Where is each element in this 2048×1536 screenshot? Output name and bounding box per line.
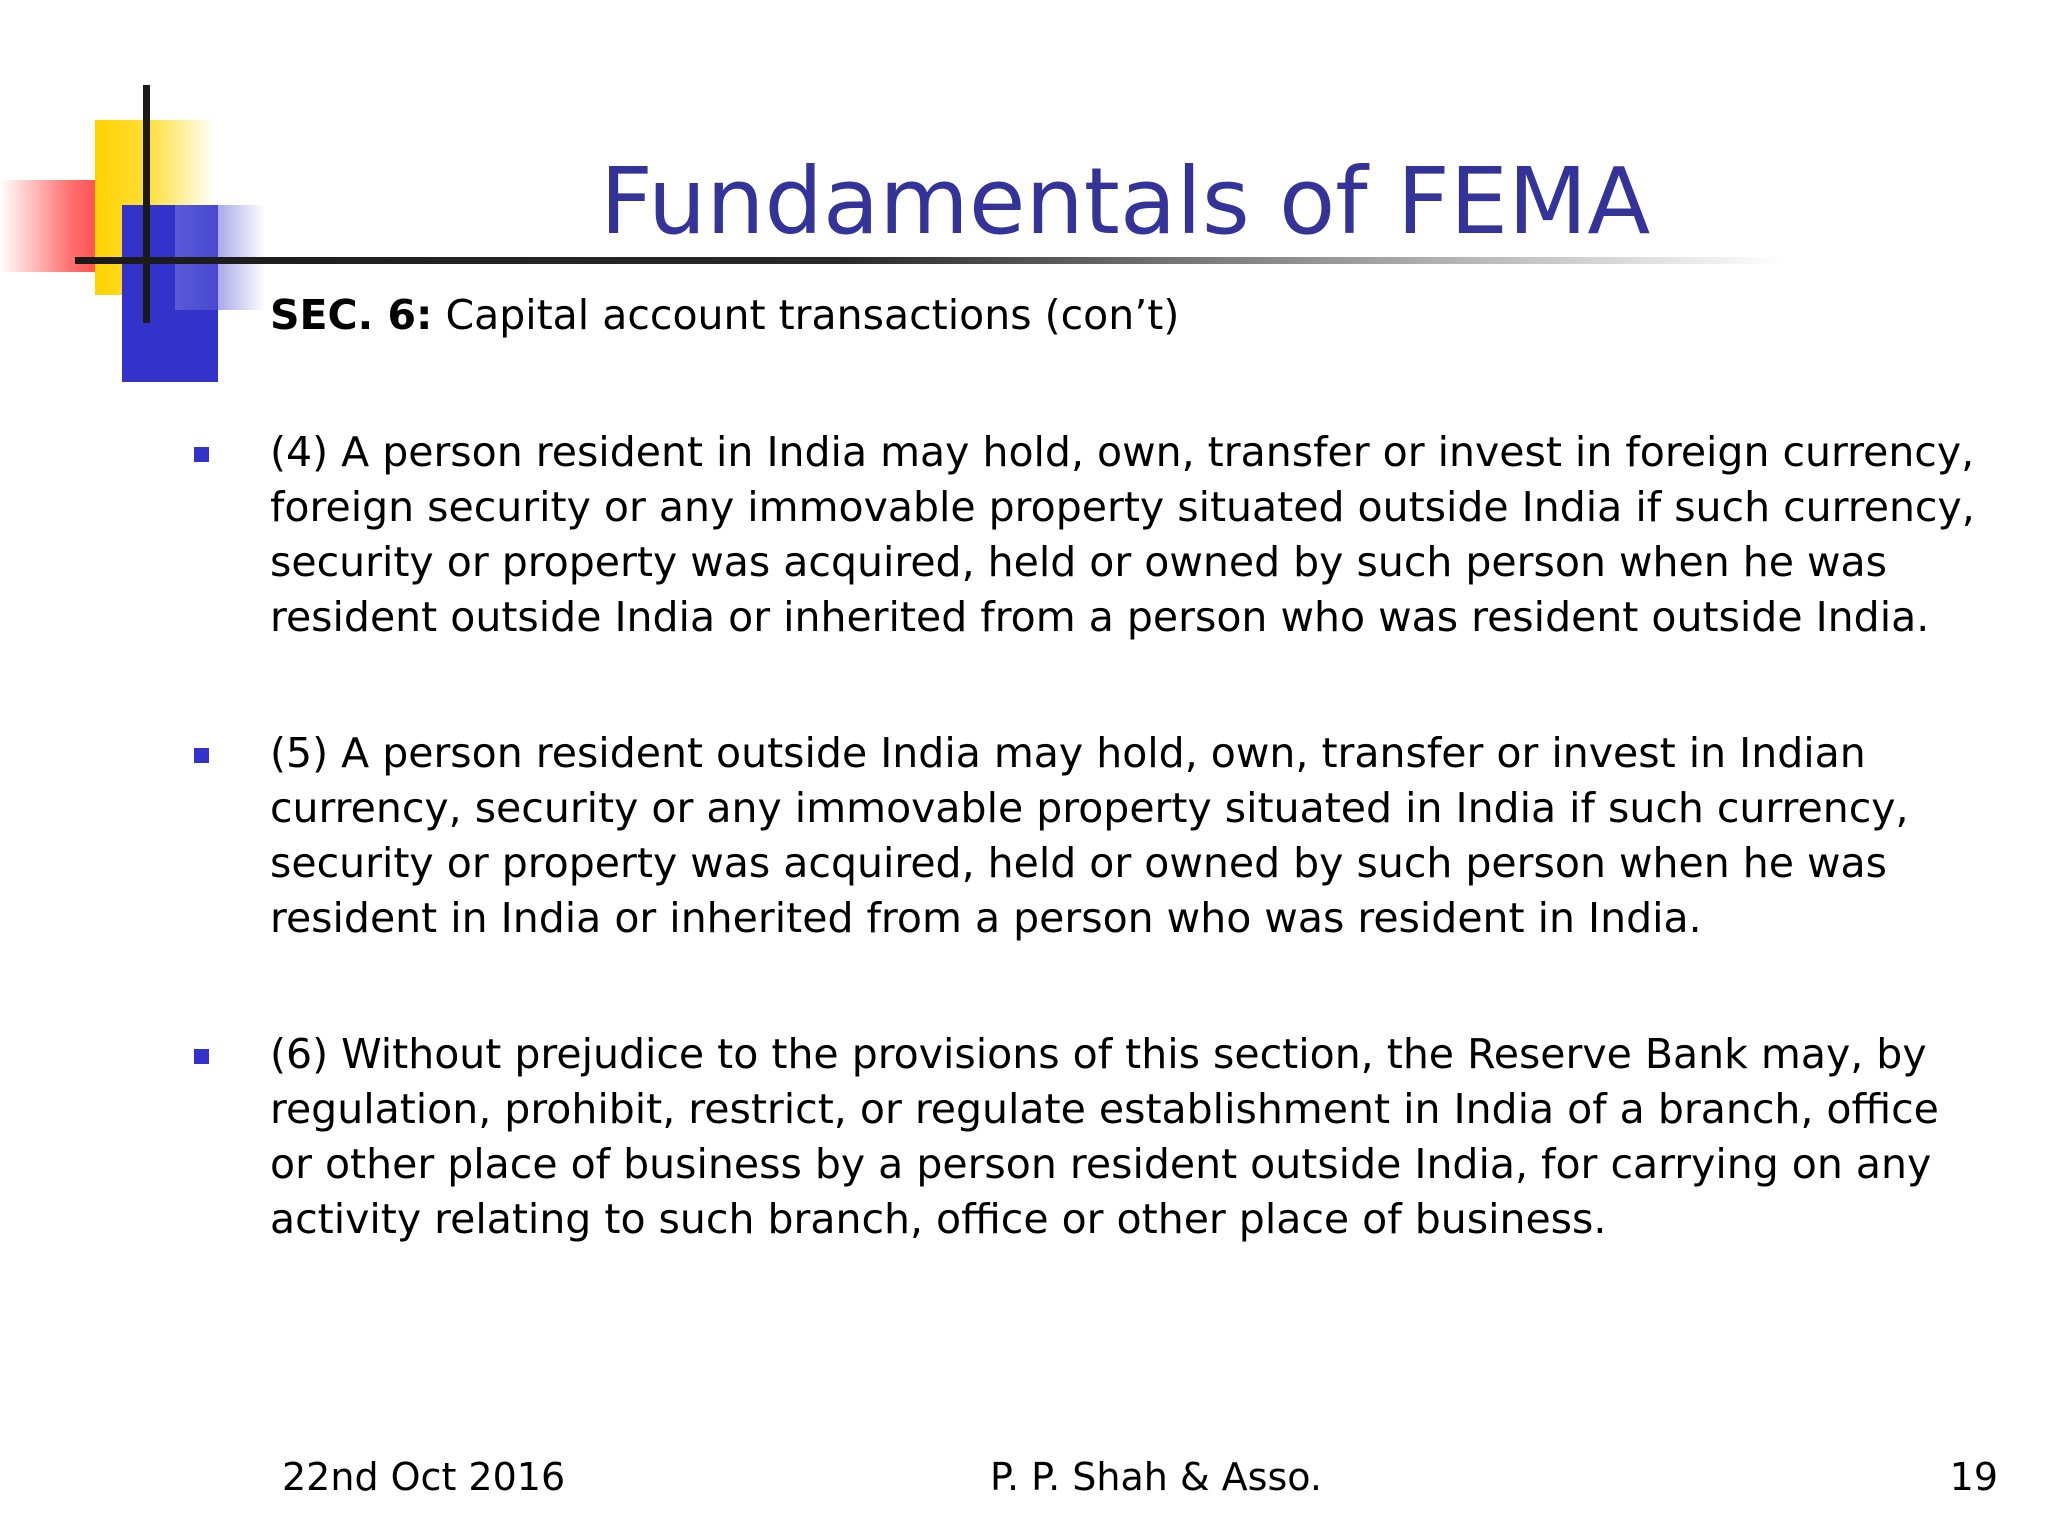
- footer-firm: P. P. Shah & Asso.: [990, 1455, 1322, 1499]
- title-underline: [75, 257, 1785, 264]
- section-description: Capital account transactions (con’t): [432, 291, 1180, 339]
- list-item-text: (5) A person resident outside India may hold, own, transfer or invest in Indian currency, security or any immovable property situated in India if such currency, security or property was acquired, held or owned by such person when he was resident in India or inherited from a person who was resident in India.: [270, 729, 1909, 942]
- list-item-text: (4) A person resident in India may hold, own, transfer or invest in foreign currency, foreign security or any immovable property situated outside India if such currency, security or property was acquired, held or owned by such person when he was resident outside India or inherited from a person who was resident outside India.: [270, 428, 1975, 641]
- footer-date: 22nd Oct 2016: [282, 1455, 566, 1499]
- page-number: 19: [1949, 1455, 1998, 1499]
- square-bullet-icon: [194, 1049, 209, 1064]
- section-heading: [270, 291, 1179, 339]
- bullet-list: [190, 425, 1990, 1328]
- logo-vertical-line: [143, 85, 150, 323]
- section-label: SEC. 6:: [270, 291, 433, 339]
- square-bullet-icon: [194, 748, 209, 763]
- slide-title: Fundamentals of FEMA: [600, 148, 1651, 255]
- list-item: [190, 726, 1990, 946]
- list-item-text: (6) Without prejudice to the provisions of this section, the Reserve Bank may, by regulation, prohibit, restrict, or regulate establishment in India of a branch, office or other place of business by a person resident outside India, for carrying on any activity relating to such branch, office or other place of business.: [270, 1030, 1939, 1243]
- list-item: [190, 425, 1990, 645]
- square-bullet-icon: [194, 447, 209, 462]
- list-item: [190, 1027, 1990, 1247]
